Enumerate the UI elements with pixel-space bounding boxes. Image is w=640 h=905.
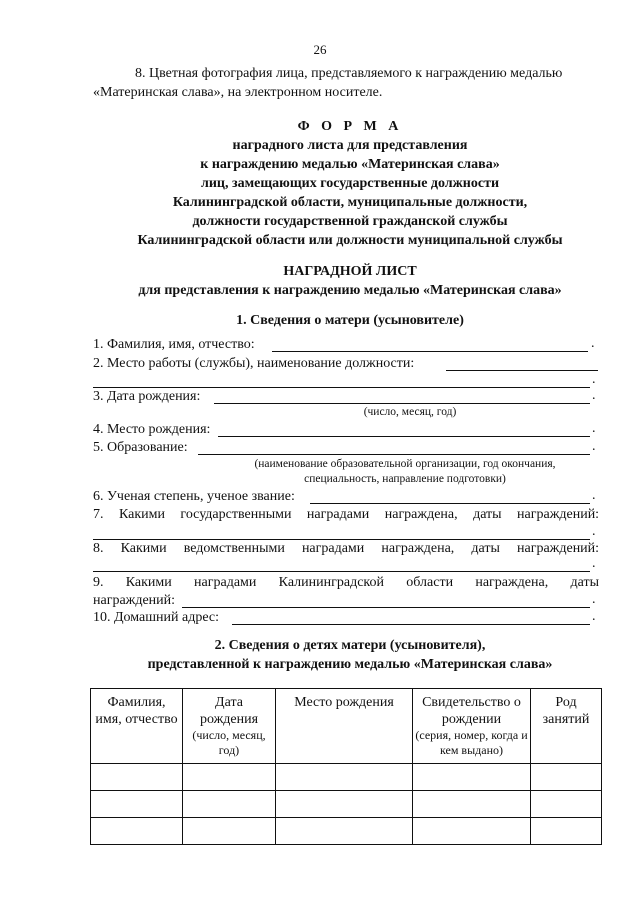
field-academic-degree-input-line[interactable]: [310, 502, 590, 504]
column-header-note: (число, месяц, год): [192, 728, 266, 757]
word: наградами: [194, 575, 257, 590]
field-birth-date-note: (число, месяц, год): [363, 406, 457, 418]
field-full-name-input-line[interactable]: [272, 350, 588, 352]
page-number: 26: [313, 42, 327, 57]
table-cell[interactable]: [91, 818, 183, 845]
column-header-label: Фамилия, имя, отчество: [95, 695, 178, 727]
form-header-line: Калининградской области, муниципальные должности,: [172, 195, 528, 210]
column-header-birth-certificate: [413, 689, 531, 764]
form-title: Ф О Р М А: [297, 119, 403, 134]
form-header-line: наградного листа для представления: [232, 138, 468, 153]
field-birth-date-input-line[interactable]: [214, 402, 590, 404]
field-birth-place-label: 4. Место рождения:: [93, 422, 211, 437]
field-education-input-line[interactable]: [198, 453, 590, 455]
word: Какими: [125, 575, 172, 590]
field-home-address-input-line[interactable]: [232, 623, 590, 625]
column-header-label: Место рождения: [294, 695, 394, 710]
column-header-label: Дата рождения: [199, 695, 259, 727]
section-2-title: 2. Сведения о детях матери (усыновителя),: [214, 638, 486, 653]
word: области: [406, 575, 454, 590]
column-header-label: Свидетельство о рождении: [422, 695, 521, 727]
word: 7.: [93, 507, 104, 522]
word: Какими: [118, 507, 165, 522]
table-cell[interactable]: [276, 764, 413, 791]
table-cell[interactable]: [183, 791, 276, 818]
field-departmental-awards-label: [93, 539, 599, 559]
section-2-subtitle: представленной к награждению медалью «Материнская слава»: [147, 657, 553, 672]
word: награждений:: [517, 507, 600, 522]
field-education: [93, 438, 599, 458]
section-1-title: 1. Сведения о матери (усыновителе): [236, 313, 464, 328]
form-header-line: Калининградской области или должности муниципальной службы: [137, 233, 563, 248]
word: награждений:: [517, 541, 600, 556]
column-header-full-name: [91, 689, 183, 764]
award-sheet-subtitle: для представления к награждению медалью «Материнская слава»: [138, 283, 562, 298]
period: .: [592, 524, 596, 539]
table-cell[interactable]: [413, 791, 531, 818]
word: наградами: [306, 507, 370, 522]
table-cell[interactable]: [413, 818, 531, 845]
word: даты: [473, 507, 502, 522]
table-cell[interactable]: [91, 791, 183, 818]
period: .: [592, 388, 596, 403]
table-cell[interactable]: [276, 791, 413, 818]
field-home-address: [93, 608, 599, 628]
field-home-address-label: 10. Домашний адрес:: [93, 610, 220, 625]
field-education-note: специальность, направление подготовки): [304, 473, 506, 485]
table-cell[interactable]: [413, 764, 531, 791]
field-academic-degree-label: 6. Ученая степень, ученое звание:: [93, 489, 295, 504]
word: ведомственными: [183, 541, 285, 556]
table-cell[interactable]: [276, 818, 413, 845]
period: .: [592, 609, 596, 624]
field-regional-awards-cont-label: награждений:: [93, 593, 176, 608]
word: 9.: [93, 575, 104, 590]
table-cell[interactable]: [531, 818, 602, 845]
field-birth-place: [93, 420, 599, 440]
column-header-birth-date: [183, 689, 276, 764]
award-sheet-title: НАГРАДНОЙ ЛИСТ: [283, 264, 417, 279]
table-cell[interactable]: [183, 764, 276, 791]
field-education-note: (наименование образовательной организации, год окончания,: [254, 458, 556, 470]
table-row: [91, 818, 602, 845]
period: .: [592, 439, 596, 454]
table-row: [91, 764, 602, 791]
table-header-row: [91, 689, 602, 764]
word: государственными: [180, 507, 292, 522]
field-full-name-label: 1. Фамилия, имя, отчество:: [93, 337, 255, 352]
field-birth-date-label: 3. Дата рождения:: [93, 389, 201, 404]
field-regional-awards-label: [93, 573, 599, 593]
field-workplace: [93, 354, 599, 374]
column-header-birth-place: [276, 689, 413, 764]
form-header-line: к награждению медалью «Материнская слава»: [200, 157, 500, 172]
field-birth-place-input-line[interactable]: [218, 435, 590, 437]
period: .: [591, 336, 595, 351]
word: награждена,: [381, 541, 455, 556]
word: даты: [570, 575, 599, 590]
form-header-line: лиц, замещающих государственные должности: [200, 176, 500, 191]
word: награждена,: [475, 575, 549, 590]
word: 8.: [93, 541, 104, 556]
period: .: [592, 556, 596, 571]
table-cell[interactable]: [183, 818, 276, 845]
word: наградами: [301, 541, 365, 556]
period: .: [592, 592, 596, 607]
word: даты: [471, 541, 500, 556]
column-header-note: (серия, номер, когда и кем выдано): [415, 728, 528, 757]
word: Калининградской: [278, 575, 384, 590]
column-header-label: Род занятий: [542, 695, 590, 727]
word: награждена,: [384, 507, 458, 522]
field-full-name: [93, 335, 599, 355]
field-departmental-awards-input-line[interactable]: [93, 570, 590, 572]
period: .: [592, 488, 596, 503]
field-state-awards-label: [93, 505, 599, 525]
word: Какими: [120, 541, 167, 556]
children-table: [90, 688, 602, 845]
table-cell[interactable]: [91, 764, 183, 791]
field-academic-degree: [93, 487, 599, 507]
field-workplace-input-line[interactable]: [446, 369, 598, 371]
field-education-label: 5. Образование:: [93, 440, 188, 455]
table-cell[interactable]: [531, 791, 602, 818]
item-8-paragraph: 8. Цветная фотография лица, представляемого к награждению медалью «Материнская слава», на электронном носителе.: [93, 66, 563, 100]
period: .: [592, 421, 596, 436]
table-row: [91, 791, 602, 818]
field-workplace-label: 2. Место работы (службы), наименование должности:: [93, 356, 415, 371]
period: .: [592, 372, 596, 387]
column-header-occupation: [531, 689, 602, 764]
field-birth-date: [93, 387, 599, 407]
table-cell[interactable]: [531, 764, 602, 791]
form-header-line: должности государственной гражданской службы: [192, 214, 508, 229]
